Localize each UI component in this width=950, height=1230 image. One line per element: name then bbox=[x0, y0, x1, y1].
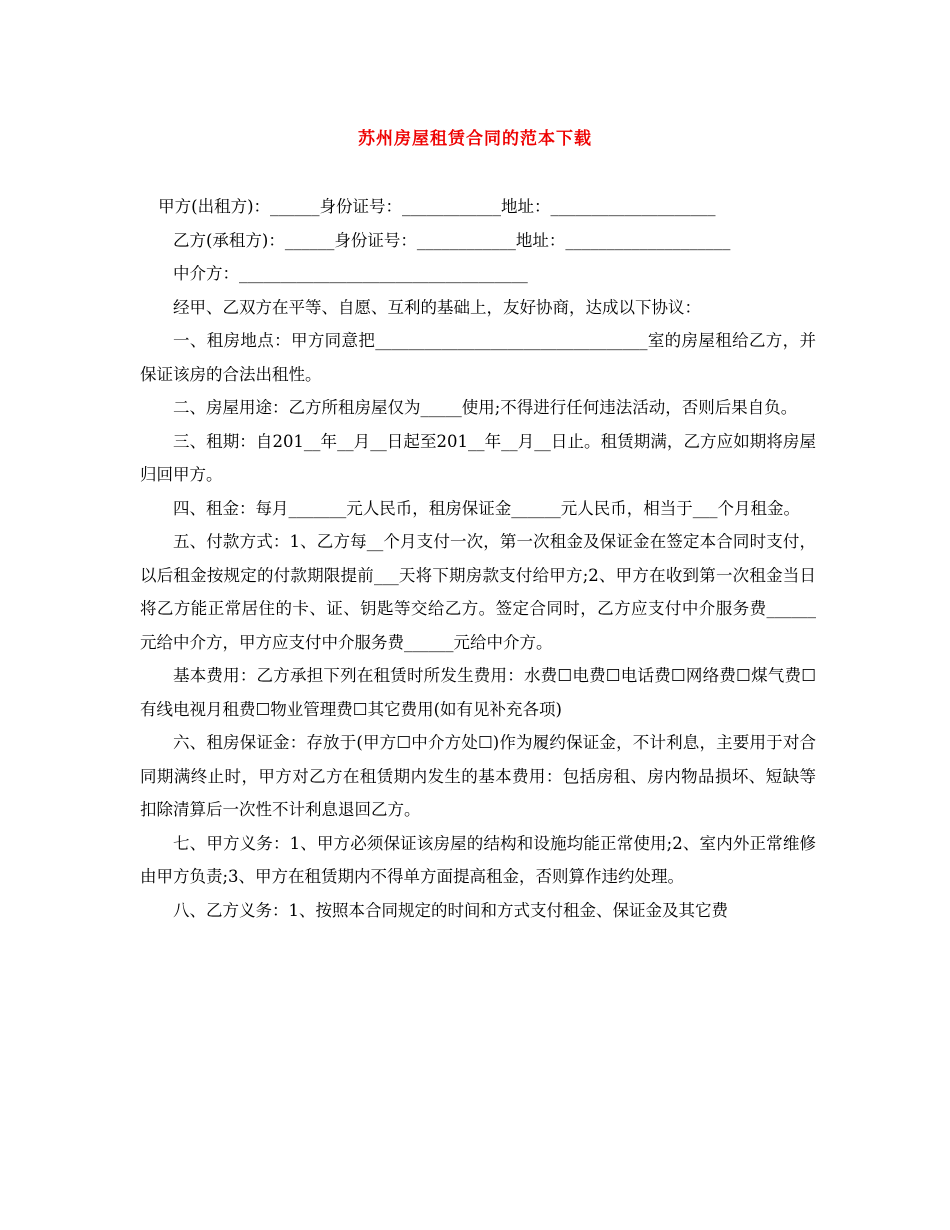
agreement-intro: 经甲、乙双方在平等、自愿、互利的基础上，友好协商，达成以下协议： bbox=[173, 297, 701, 317]
document-title: 苏州房屋租赁合同的范本下载 bbox=[358, 129, 592, 149]
party-a-line: 甲方(出租方)：______身份证号：____________地址：____________________ bbox=[158, 197, 716, 216]
clause-location: 一、租房地点：甲方同意把_________________________________室的房屋租给乙方，并保证该房的合法出租性。 bbox=[140, 331, 816, 384]
clause-basic-fees: 基本费用：乙方承担下列在租赁时所发生费用：水费☐电费☐电话费☐网络费☐煤气费☐有线电视月租费☐物业管理费☐其它费用(如有见补充各项) bbox=[140, 666, 816, 719]
clause-usage: 二、房屋用途：乙方所租房屋仅为_____使用;不得进行任何违法活动，否则后果自负。 bbox=[173, 398, 798, 417]
clause-payment: 五、付款方式：1、乙方每__个月支付一次，第一次租金及保证金在签定本合同时支付，以后租金按规定的付款期限提前___天将下期房款支付给甲方;2、甲方在收到第一次租金当日将乙方能正常居住的卡、证、钥匙等交给乙方。签定合同时，乙方应支付中介服务费______元给中介方，甲方应支付中介服务费______元给中介方。 bbox=[140, 532, 816, 652]
document-body bbox=[140, 190, 816, 927]
clause-landlord-duties: 七、甲方义务：1、甲方必须保证该房屋的结构和设施均能正常使用;2、室内外正常维修由甲方负责;3、甲方在租赁期内不得单方面提高租金，否则算作违约处理。 bbox=[140, 833, 816, 886]
agent-line: 中介方：___________________________________ bbox=[173, 264, 528, 283]
clause-term: 三、租期：自201__年__月__日起至201__年__月__日止。租赁期满，乙方应如期将房屋归回甲方。 bbox=[140, 431, 816, 484]
clause-deposit: 六、租房保证金：存放于(甲方☐中介方处☐)作为履约保证金，不计利息，主要用于对合同期满终止时，甲方对乙方在租赁期内发生的基本费用：包括房租、房内物品损坏、短缺等扣除清算后一次性不计利息退回乙方。 bbox=[140, 733, 816, 819]
clause-tenant-duties: 八、乙方义务：1、按照本合同规定的时间和方式支付租金、保证金及其它费 bbox=[173, 900, 728, 920]
clause-rent: 四、租金：每月_______元人民币，租房保证金______元人民币，相当于___个月租金。 bbox=[173, 498, 800, 518]
party-b-line: 乙方(承租方)：______身份证号：____________地址：____________________ bbox=[173, 230, 731, 250]
